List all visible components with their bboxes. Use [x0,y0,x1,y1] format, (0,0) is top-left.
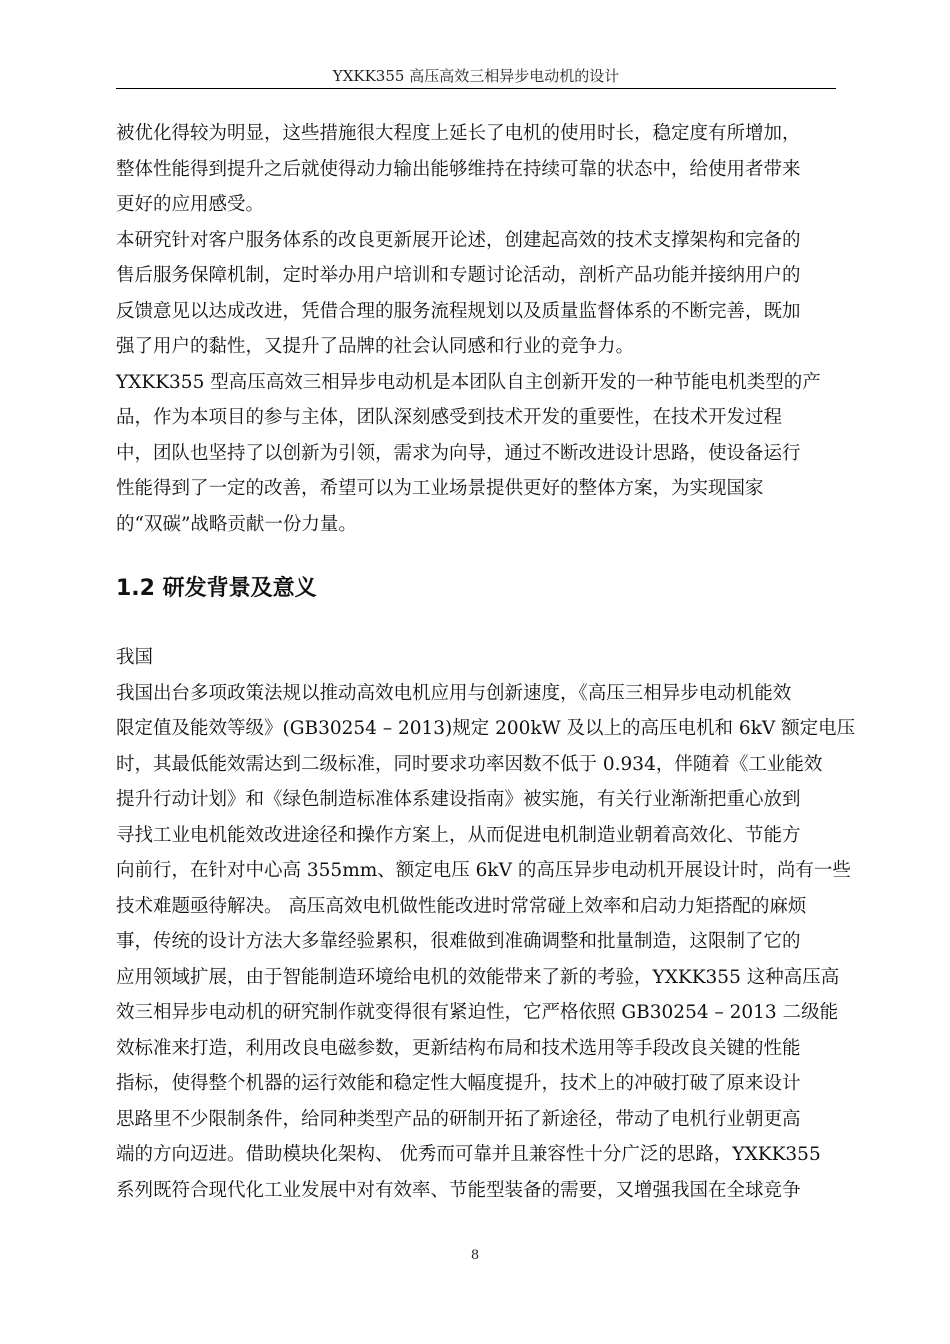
text-line: 应用领域扩展，由于智能制造环境给电机的效能带来了新的考验，YXKK355 这种高压高 [116,966,840,988]
text-line: 性能得到了一定的改善，希望可以为工业场景提供更好的整体方案，为实现国家 [116,478,764,499]
text-line: 技术难题亟待解决。 高压高效电机做性能改进时常常碰上效率和启动力矩搭配的麻烦 [116,895,807,917]
section-heading: 1.2 研发背景及意义 [116,576,317,601]
paragraph [116,223,838,365]
text-line: 端的方向迈进。借助模块化架构、 优秀而可靠并且兼容性十分广泛的思路，YXKK355 [116,1144,821,1165]
text-line: 本研究针对客户服务体系的改良更新展开论述，创建起高效的技术支撑架构和完备的 [116,229,801,251]
text-line: 思路里不少限制条件，给同种类型产品的研制开拓了新途径，带动了电机行业朝更高 [116,1108,801,1130]
text-line: 强了用户的黏性，又提升了品牌的社会认同感和行业的竞争力。 [116,336,635,357]
text-line: 提升行动计划》和《绿色制造标准体系建设指南》被实施，有关行业渐渐把重心放到 [116,789,801,810]
page-number: 8 [470,1248,480,1263]
text-line: 的“双碳”战略贡献一份力量。 [116,513,357,535]
paragraph [116,676,856,1209]
paragraph-group-bottom [116,640,856,1208]
text-line: 限定值及能效等级》(GB30254 – 2013)规定 200kW 及以上的高压电机和 6kV 额定电压 [116,718,856,739]
paragraph [116,365,838,543]
document-body [116,116,856,1208]
text-line: 我国 [116,647,154,668]
text-line: 更好的应用感受。 [116,194,265,215]
text-line: 中，团队也坚持了以创新为引领，需求为向导，通过不断改进设计思路，使设备运行 [116,442,801,464]
page-header-title: YXKK355 高压高效三相异步电动机的设计 [332,67,620,85]
text-line: 系列既符合现代化工业发展中对有效率、节能型装备的需要，又增强我国在全球竞争 [116,1179,801,1201]
text-line: 时，其最低能效需达到二级标准，同时要求功率因数不低于 0.934，伴随着《工业能效 [116,753,823,775]
text-line: 品，作为本项目的参与主体，团队深刻感受到技术开发的重要性，在技术开发过程 [116,407,783,428]
text-line: 售后服务保障机制，定时举办用户培训和专题讨论活动，剖析产品功能并接纳用户的 [116,265,801,286]
paragraph [116,116,838,223]
header-divider [116,88,836,89]
text-line: 寻找工业电机能效改进途径和操作方案上，从而促进电机制造业朝着高效化、节能方 [116,824,801,846]
text-line: 效标准来打造，利用改良电磁参数，更新结构布局和技术选用等手段改良关键的性能 [116,1037,801,1059]
text-line: 整体性能得到提升之后就使得动力输出能够维持在持续可靠的状态中，给使用者带来 [116,158,801,180]
text-line: 事，传统的设计方法大多靠经验累积，很难做到准确调整和批量制造，这限制了它的 [116,931,801,952]
heading-spacer [116,604,838,640]
text-line: 反馈意见以达成改进，凭借合理的服务流程规划以及质量监督体系的不断完善，既加 [116,300,801,322]
paragraph [116,640,838,676]
paragraph-group-top [116,116,838,542]
text-line: 向前行，在针对中心高 355mm、额定电压 6kV 的高压异步电动机开展设计时，尚有一些 [116,860,851,881]
text-line: 效三相异步电动机的研究制作就变得很有紧迫性，它严格依照 GB30254 – 2013 二级能 [116,1002,839,1023]
text-line: 被优化得较为明显，这些措施很大程度上延长了电机的使用时长，稳定度有所增加， [116,123,801,144]
text-line: 我国出台多项政策法规以推动高效电机应用与创新速度，《高压三相异步电动机能效 [116,682,792,704]
text-line: YXKK355 型高压高效三相异步电动机是本团队自主创新开发的一种节能电机类型的产 [116,371,821,393]
text-line: 指标，使得整个机器的运行效能和稳定性大幅度提升，技术上的冲破打破了原来设计 [116,1073,801,1094]
